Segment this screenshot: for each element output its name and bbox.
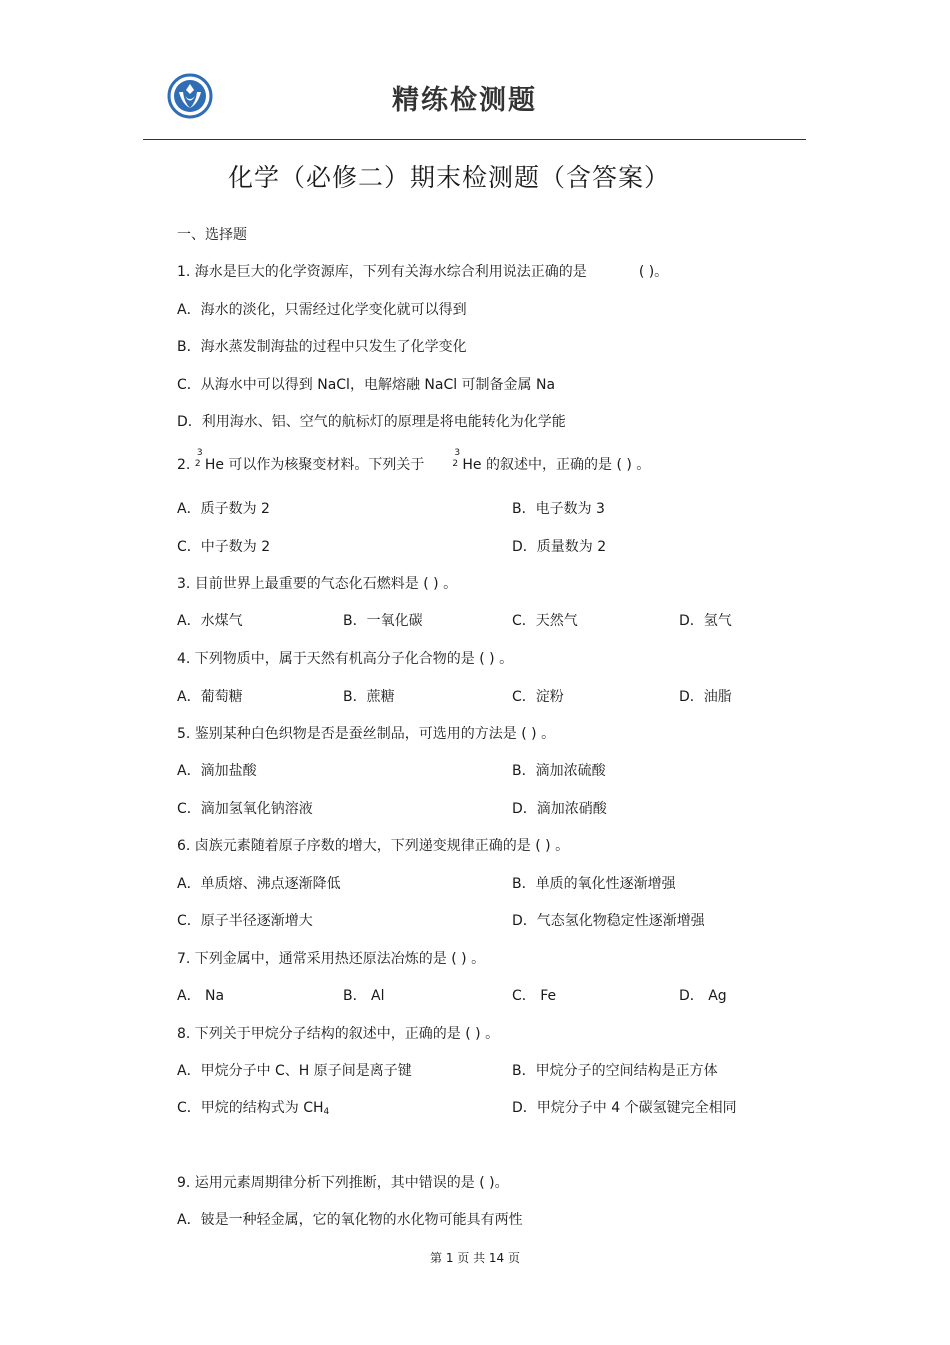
question-2 — [177, 448, 651, 474]
q2-option-c: C．中子数为 2 — [177, 539, 271, 555]
q2-option-a: A．质子数为 2 — [177, 501, 270, 517]
q4-option-d: D．油脂 — [679, 689, 732, 705]
header-divider — [143, 139, 806, 140]
page-footer: 第 1 页 共 14 页 — [430, 1251, 520, 1265]
q8-option-b: B．甲烷分子的空间结构是正方体 — [512, 1063, 718, 1079]
q1-option-b: B．海水蒸发制海盐的过程中只发生了化学变化 — [177, 339, 467, 355]
q1-option-a: A．海水的淡化，只需经过化学变化就可以得到 — [177, 302, 467, 318]
question-9: 9. 运用元素周期律分析下列推断，其中错误的是 ( )。 — [177, 1175, 509, 1191]
question-5: 5. 鉴别某种白色织物是否是蚕丝制品，可选用的方法是 ( ) 。 — [177, 726, 556, 742]
q6-option-a: A．单质熔、沸点逐渐降低 — [177, 876, 341, 892]
element-symbol: He — [204, 457, 224, 473]
q4-option-a: A．葡萄糖 — [177, 689, 243, 705]
question-1 — [177, 263, 668, 281]
question-7: 7. 下列金属中，通常采用热还原法冶炼的是 ( ) 。 — [177, 951, 486, 967]
q5-option-a: A．滴加盐酸 — [177, 763, 257, 779]
section-heading: 一、选择题 — [177, 227, 247, 243]
q1-option-d: D．利用海水、铝、空气的航标灯的原理是将电能转化为化学能 — [177, 414, 566, 430]
page-title: 化学（必修二）期末检测题（含答案） — [228, 163, 671, 192]
q6-option-b: B．单质的氧化性逐渐增强 — [512, 876, 676, 892]
question-8: 8. 下列关于甲烷分子结构的叙述中，正确的是 ( ) 。 — [177, 1026, 500, 1042]
q8-option-c — [177, 1099, 329, 1121]
q5-option-c: C．滴加氢氧化钠溶液 — [177, 801, 313, 817]
q7-option-d: D． Ag — [679, 988, 727, 1004]
q7-option-c: C． Fe — [512, 988, 557, 1004]
q5-option-d: D．滴加浓硝酸 — [512, 801, 607, 817]
isotope-notation — [452, 448, 462, 474]
isotope-notation — [194, 448, 205, 474]
q2-option-b: B．电子数为 3 — [512, 501, 605, 517]
atomic-number: 2 — [452, 459, 459, 469]
question-6: 6. 卤族元素随着原子序数的增大，下列递变规律正确的是 ( ) 。 — [177, 838, 570, 854]
question-2-end: 的叙述中，正确的是 ( ) 。 — [481, 457, 651, 473]
atomic-number: 2 — [194, 459, 201, 469]
q4-option-b: B．蔗糖 — [343, 689, 395, 705]
q2-option-d: D．质量数为 2 — [512, 539, 607, 555]
subscript: 4 — [323, 1107, 330, 1117]
question-1-stem: 1. 海水是巨大的化学资源库，下列有关海水综合利用说法正确的是 — [177, 264, 587, 280]
element-symbol: He — [462, 457, 482, 473]
q5-option-b: B．滴加浓硫酸 — [512, 763, 606, 779]
q8-option-a: A．甲烷分子中 C、H 原子间是离子键 — [177, 1063, 412, 1079]
q7-option-b: B． Al — [343, 988, 385, 1004]
q3-option-a: A．水煤气 — [177, 613, 243, 629]
q8-option-d: D．甲烷分子中 4 个碳氢键完全相同 — [512, 1100, 737, 1116]
q6-option-d: D．气态氢化物稳定性逐渐增强 — [512, 913, 705, 929]
question-3: 3. 目前世界上最重要的气态化石燃料是 ( ) 。 — [177, 576, 458, 592]
q7-option-a: A． Na — [177, 988, 225, 1004]
mass-number: 3 — [454, 448, 461, 458]
q3-option-b: B．一氧化碳 — [343, 613, 423, 629]
q3-option-d: D．氢气 — [679, 613, 732, 629]
mass-number: 3 — [196, 448, 203, 458]
question-4: 4. 下列物质中，属于天然有机高分子化合物的是 ( ) 。 — [177, 651, 514, 667]
q9-option-a: A．铍是一种轻金属，它的氧化物的水化物可能具有两性 — [177, 1212, 523, 1228]
brand-logo-icon — [166, 72, 214, 120]
question-2-number: 2. — [177, 457, 195, 473]
question-2-mid: 可以作为核聚变材料。下列关于 — [223, 457, 425, 473]
q1-option-c: C．从海水中可以得到 NaCl，电解熔融 NaCl 可制备金属 Na — [177, 377, 556, 393]
q4-option-c: C．淀粉 — [512, 689, 564, 705]
q3-option-c: C．天然气 — [512, 613, 578, 629]
brand-title: 精练检测题 — [392, 85, 537, 116]
q6-option-c: C．原子半径逐渐增大 — [177, 913, 313, 929]
answer-blank: ( )。 — [638, 264, 669, 280]
q8-option-c-text: C．甲烷的结构式为 CH — [177, 1100, 324, 1116]
